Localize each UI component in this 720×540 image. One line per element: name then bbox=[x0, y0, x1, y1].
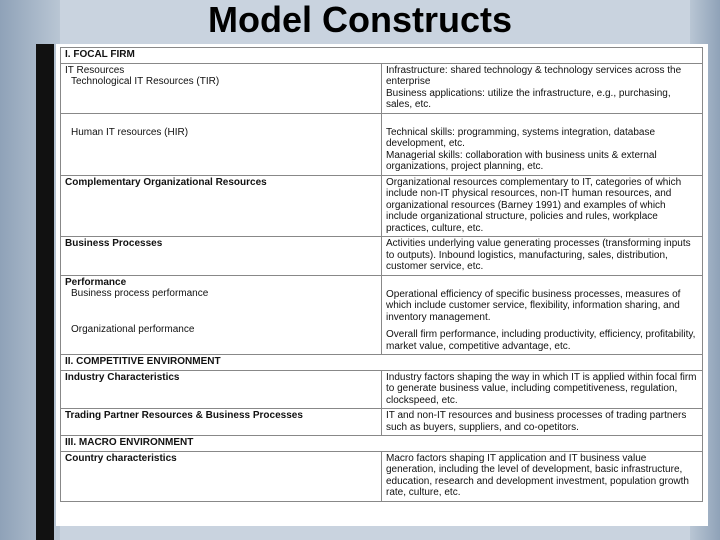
table-row bbox=[61, 370, 703, 409]
table-row bbox=[61, 113, 703, 175]
slide-title: Model Constructs bbox=[207, 0, 512, 40]
description-cell bbox=[382, 113, 703, 175]
table-row bbox=[61, 451, 703, 501]
description-text: IT and non-IT resources and business processes of trading partners such as buyers, suppliers, and co-opetitors. bbox=[382, 409, 703, 436]
construct-label: Human IT resources (HIR) bbox=[71, 126, 189, 138]
description-text: Infrastructure: shared technology & technology services across the enterprise bbox=[386, 64, 682, 87]
construct-cell bbox=[61, 113, 382, 175]
description-text: Macro factors shaping IT application and IT business value generation, including the level of development, basic infrastructure, education, research and development investment, population growth rate, culture, etc. bbox=[382, 451, 703, 501]
description-text: Technical skills: programming, systems integration, database development, etc. bbox=[386, 126, 656, 149]
construct-label: Trading Partner Resources & Business Processes bbox=[61, 409, 382, 436]
constructs-table-container bbox=[56, 44, 708, 526]
construct-cell bbox=[61, 275, 382, 355]
section-heading: I. FOCAL FIRM bbox=[61, 48, 703, 64]
construct-label: Organizational performance bbox=[71, 323, 195, 335]
table-row bbox=[61, 175, 703, 237]
table-row bbox=[61, 409, 703, 436]
description-text: Overall firm performance, including productivity, efficiency, profitability, market value, competitive advantage, etc. bbox=[386, 329, 696, 352]
construct-cell bbox=[61, 63, 382, 113]
description-text: Activities underlying value generating processes (transforming inputs to outputs). Inbound logistics, manufacturing, sales, distribution, customer service, etc. bbox=[382, 237, 703, 276]
table-row bbox=[61, 63, 703, 113]
description-text: Business applications: utilize the infrastructure, e.g., purchasing, sales, etc. bbox=[386, 87, 671, 110]
table-row bbox=[61, 275, 703, 355]
description-cell bbox=[382, 63, 703, 113]
section-row-competitive bbox=[61, 355, 703, 371]
section-heading: III. MACRO ENVIRONMENT bbox=[61, 436, 703, 452]
construct-label: Business process performance bbox=[71, 288, 209, 299]
description-text: Operational efficiency of specific business processes, measures of which include customer service, flexibility, information sharing, and inventory management. bbox=[386, 288, 681, 323]
description-cell bbox=[382, 275, 703, 355]
section-row-macro bbox=[61, 436, 703, 452]
construct-label: Technological IT Resources (TIR) bbox=[71, 76, 220, 87]
description-text: Managerial skills: collaboration with business units & external organizations, project planning, etc. bbox=[386, 149, 657, 172]
construct-label: Business Processes bbox=[61, 237, 382, 276]
construct-label: Country characteristics bbox=[61, 451, 382, 501]
construct-label: Industry Characteristics bbox=[61, 370, 382, 409]
section-heading: II. COMPETITIVE ENVIRONMENT bbox=[61, 355, 703, 371]
construct-group-label: IT Resources bbox=[65, 64, 125, 76]
description-text: Industry factors shaping the way in which IT is applied within focal firm to generate business value, including competitiveness, regulation, clockspeed, etc. bbox=[382, 370, 703, 409]
construct-label: Complementary Organizational Resources bbox=[61, 175, 382, 237]
construct-group-label: Performance bbox=[65, 276, 127, 288]
section-row-focal-firm bbox=[61, 48, 703, 64]
constructs-table bbox=[60, 47, 703, 502]
left-accent-bar bbox=[36, 44, 54, 540]
table-row bbox=[61, 237, 703, 276]
description-text: Organizational resources complementary to IT, categories of which include non-IT physical resources, non-IT human resources, and organizational resources (Barney 1991) and examples of which include organizational structure, policies and rules, workplace practices, culture, etc. bbox=[382, 175, 703, 237]
